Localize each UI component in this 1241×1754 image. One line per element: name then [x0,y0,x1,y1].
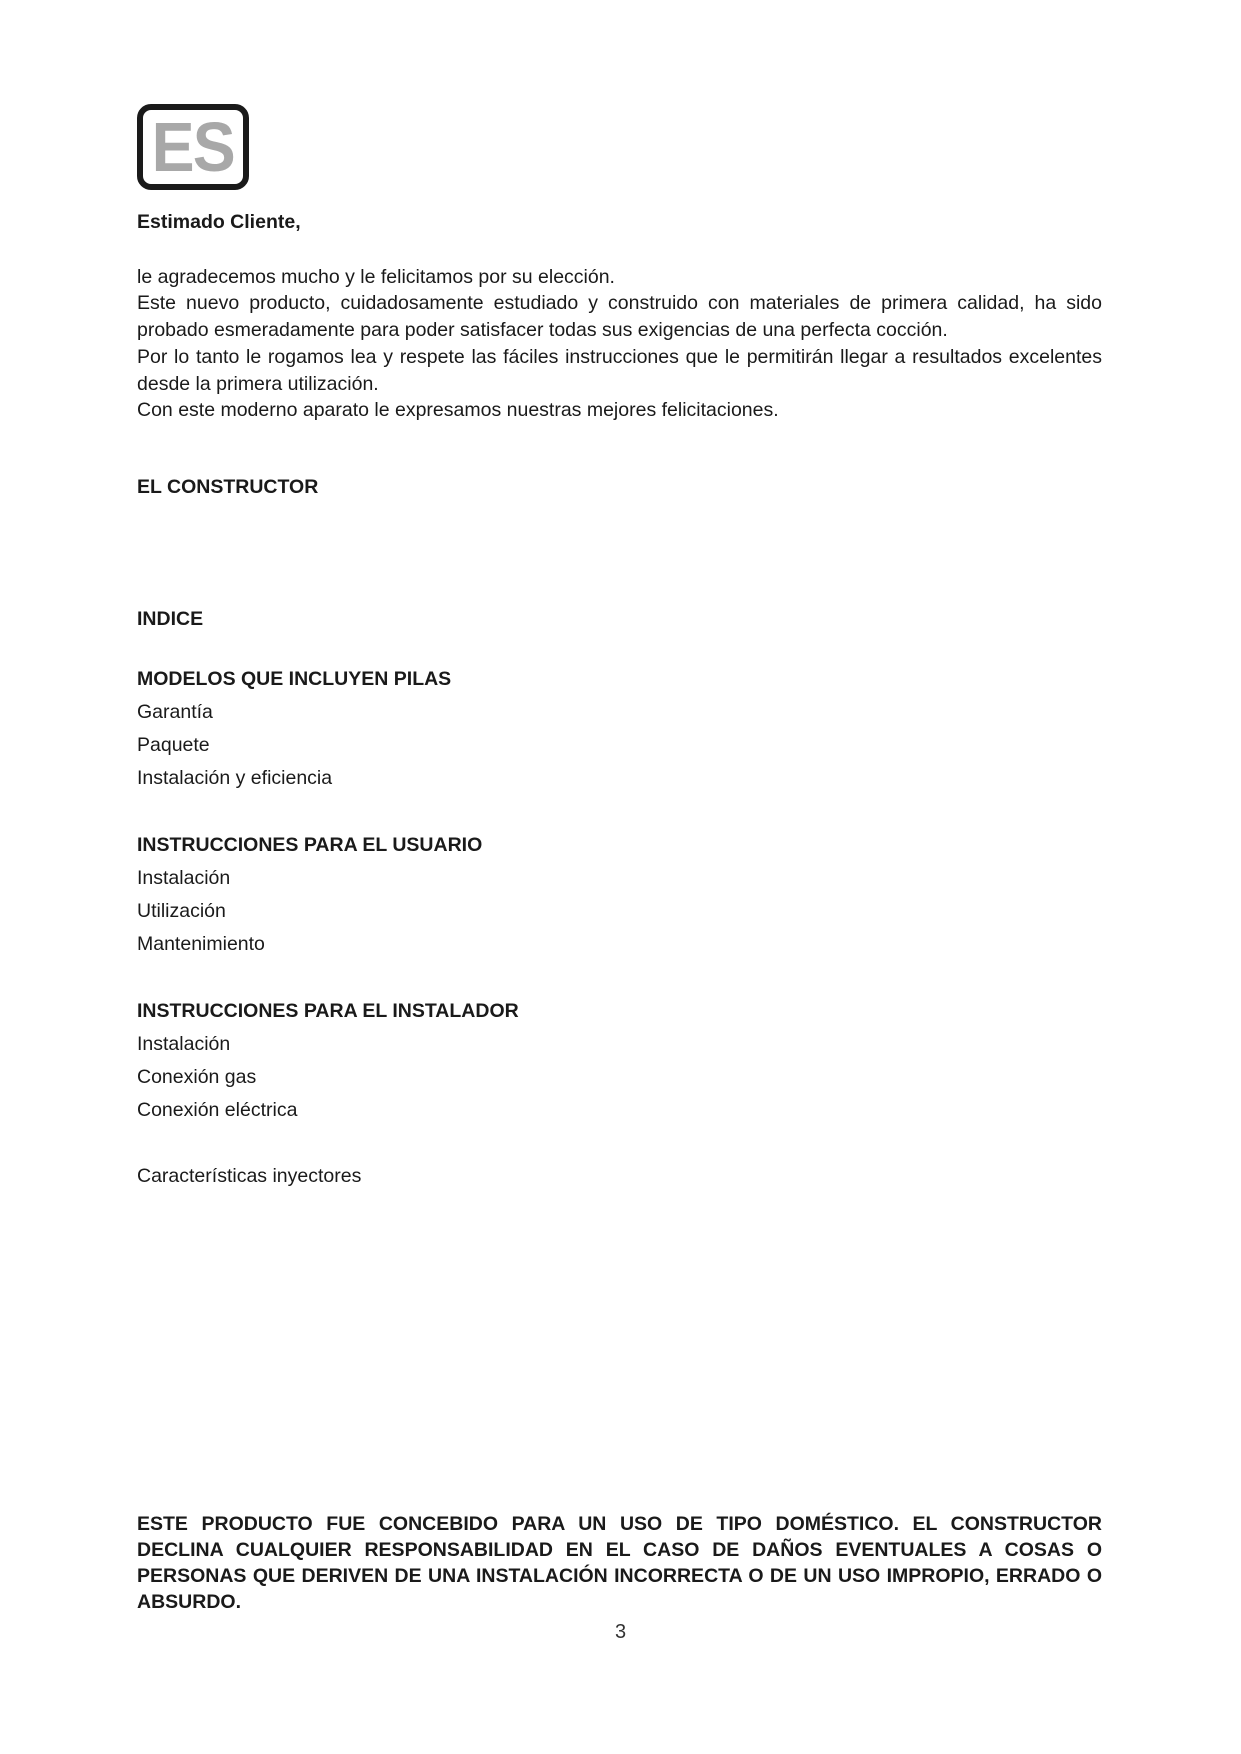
index-title: INDICE [137,608,204,630]
index-item: Instalación y eficiencia [137,767,333,789]
letter-paragraph-2: Este nuevo producto, cuidadosamente estudiado y construido con materiales de primera calidad, ha sido probado esmeradamente para poder satisfacer todas sus exigencias de una perfecta cocción. [137,292,1102,341]
index-item: Instalación [137,1033,231,1055]
index-item: Características inyectores [137,1165,362,1187]
index-item: Garantía [137,701,213,723]
index-item: Utilización [137,900,226,922]
salutation: Estimado Cliente, [137,211,301,233]
letter-paragraph-3: Por lo tanto le rogamos lea y respete las fáciles instrucciones que le permitirán llegar a resultados excelentes desde la primera utilización. [137,346,1102,395]
index-item: Instalación [137,867,231,889]
index-section-heading: INSTRUCCIONES PARA EL INSTALADOR [137,1000,519,1022]
index-section-heading: MODELOS QUE INCLUYEN PILAS [137,668,452,690]
page-number: 3 [614,1621,627,1643]
signature: EL CONSTRUCTOR [137,476,319,498]
letter-paragraph-1: le agradecemos mucho y le felicitamos por su elección. [137,266,615,288]
index-item: Mantenimiento [137,933,265,955]
index-item: Conexión gas [137,1066,257,1088]
index-item: Paquete [137,734,210,756]
letter-paragraph-4: Con este moderno aparato le expresamos nuestras mejores felicitaciones. [137,399,779,421]
language-badge-text: ES [151,108,235,186]
index-item: Conexión eléctrica [137,1099,298,1121]
index-section-heading: INSTRUCCIONES PARA EL USUARIO [137,834,483,856]
language-badge [137,104,249,190]
disclaimer: ESTE PRODUCTO FUE CONCEBIDO PARA UN USO DE TIPO DOMÉSTICO. EL CONSTRUCTOR DECLINA CUALQUIER RESPONSABILIDAD EN EL CASO DE DAÑOS EVENTUALES A COSAS O PERSONAS QUE DERIVEN DE UNA INSTALACIÓN INCORRECTA O DE UN USO IMPROPIO, ERRADO O ABSURDO. [137,1513,1102,1613]
